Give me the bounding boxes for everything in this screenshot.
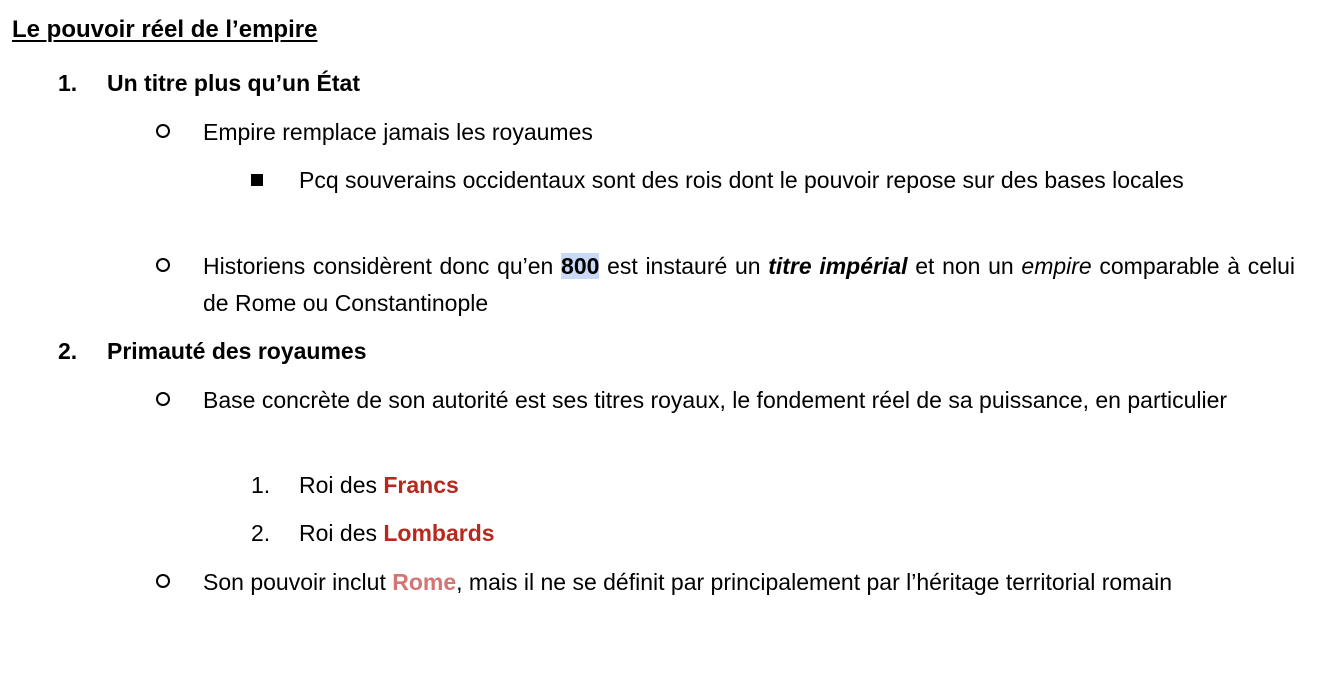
- list-item-text: Base concrète de son autorité est ses titres royaux, le fondement réel de sa puissance, en particulier: [203, 387, 1228, 413]
- hollow-bullet-icon: [156, 564, 170, 601]
- list-item-text: Roi des Lombards: [299, 520, 495, 546]
- section-heading-text: Primauté des royaumes: [107, 338, 367, 364]
- list-number: 1.: [251, 472, 271, 498]
- hollow-bullet-icon: [156, 114, 170, 151]
- hollow-bullet-icon: [156, 248, 170, 285]
- emphasis-term: Rome: [392, 569, 457, 595]
- section-heading-text: Un titre plus qu’un État: [107, 70, 360, 96]
- emphasis-term: Lombards: [383, 520, 495, 546]
- page-title: Le pouvoir réel de l’empire: [12, 16, 318, 43]
- hollow-bullet-icon: [156, 382, 170, 419]
- list-item-text: Historiens considèrent donc qu’en 800 est instauré un titre impérial et non un empire comparable à celui de Rome ou Constantinople: [203, 253, 1296, 316]
- list-item-text: Empire remplace jamais les royaumes: [203, 119, 593, 145]
- italic-term: empire: [1021, 253, 1092, 279]
- list-item-text: Roi des Francs: [299, 472, 459, 498]
- list-item-text: Pcq souverains occidentaux sont des rois dont le pouvoir repose sur des bases locales: [299, 167, 1184, 193]
- section-number: 1.: [58, 70, 78, 96]
- list-item-text: Son pouvoir inclut Rome, mais il ne se définit par principalement par l’héritage territorial romain: [203, 569, 1173, 595]
- section-number: 2.: [58, 338, 78, 364]
- list-number: 2.: [251, 520, 271, 546]
- bold-italic-term: titre impérial: [768, 253, 908, 279]
- square-bullet-icon: [251, 162, 263, 199]
- emphasis-term: Francs: [383, 472, 459, 498]
- highlighted-year: 800: [561, 253, 600, 279]
